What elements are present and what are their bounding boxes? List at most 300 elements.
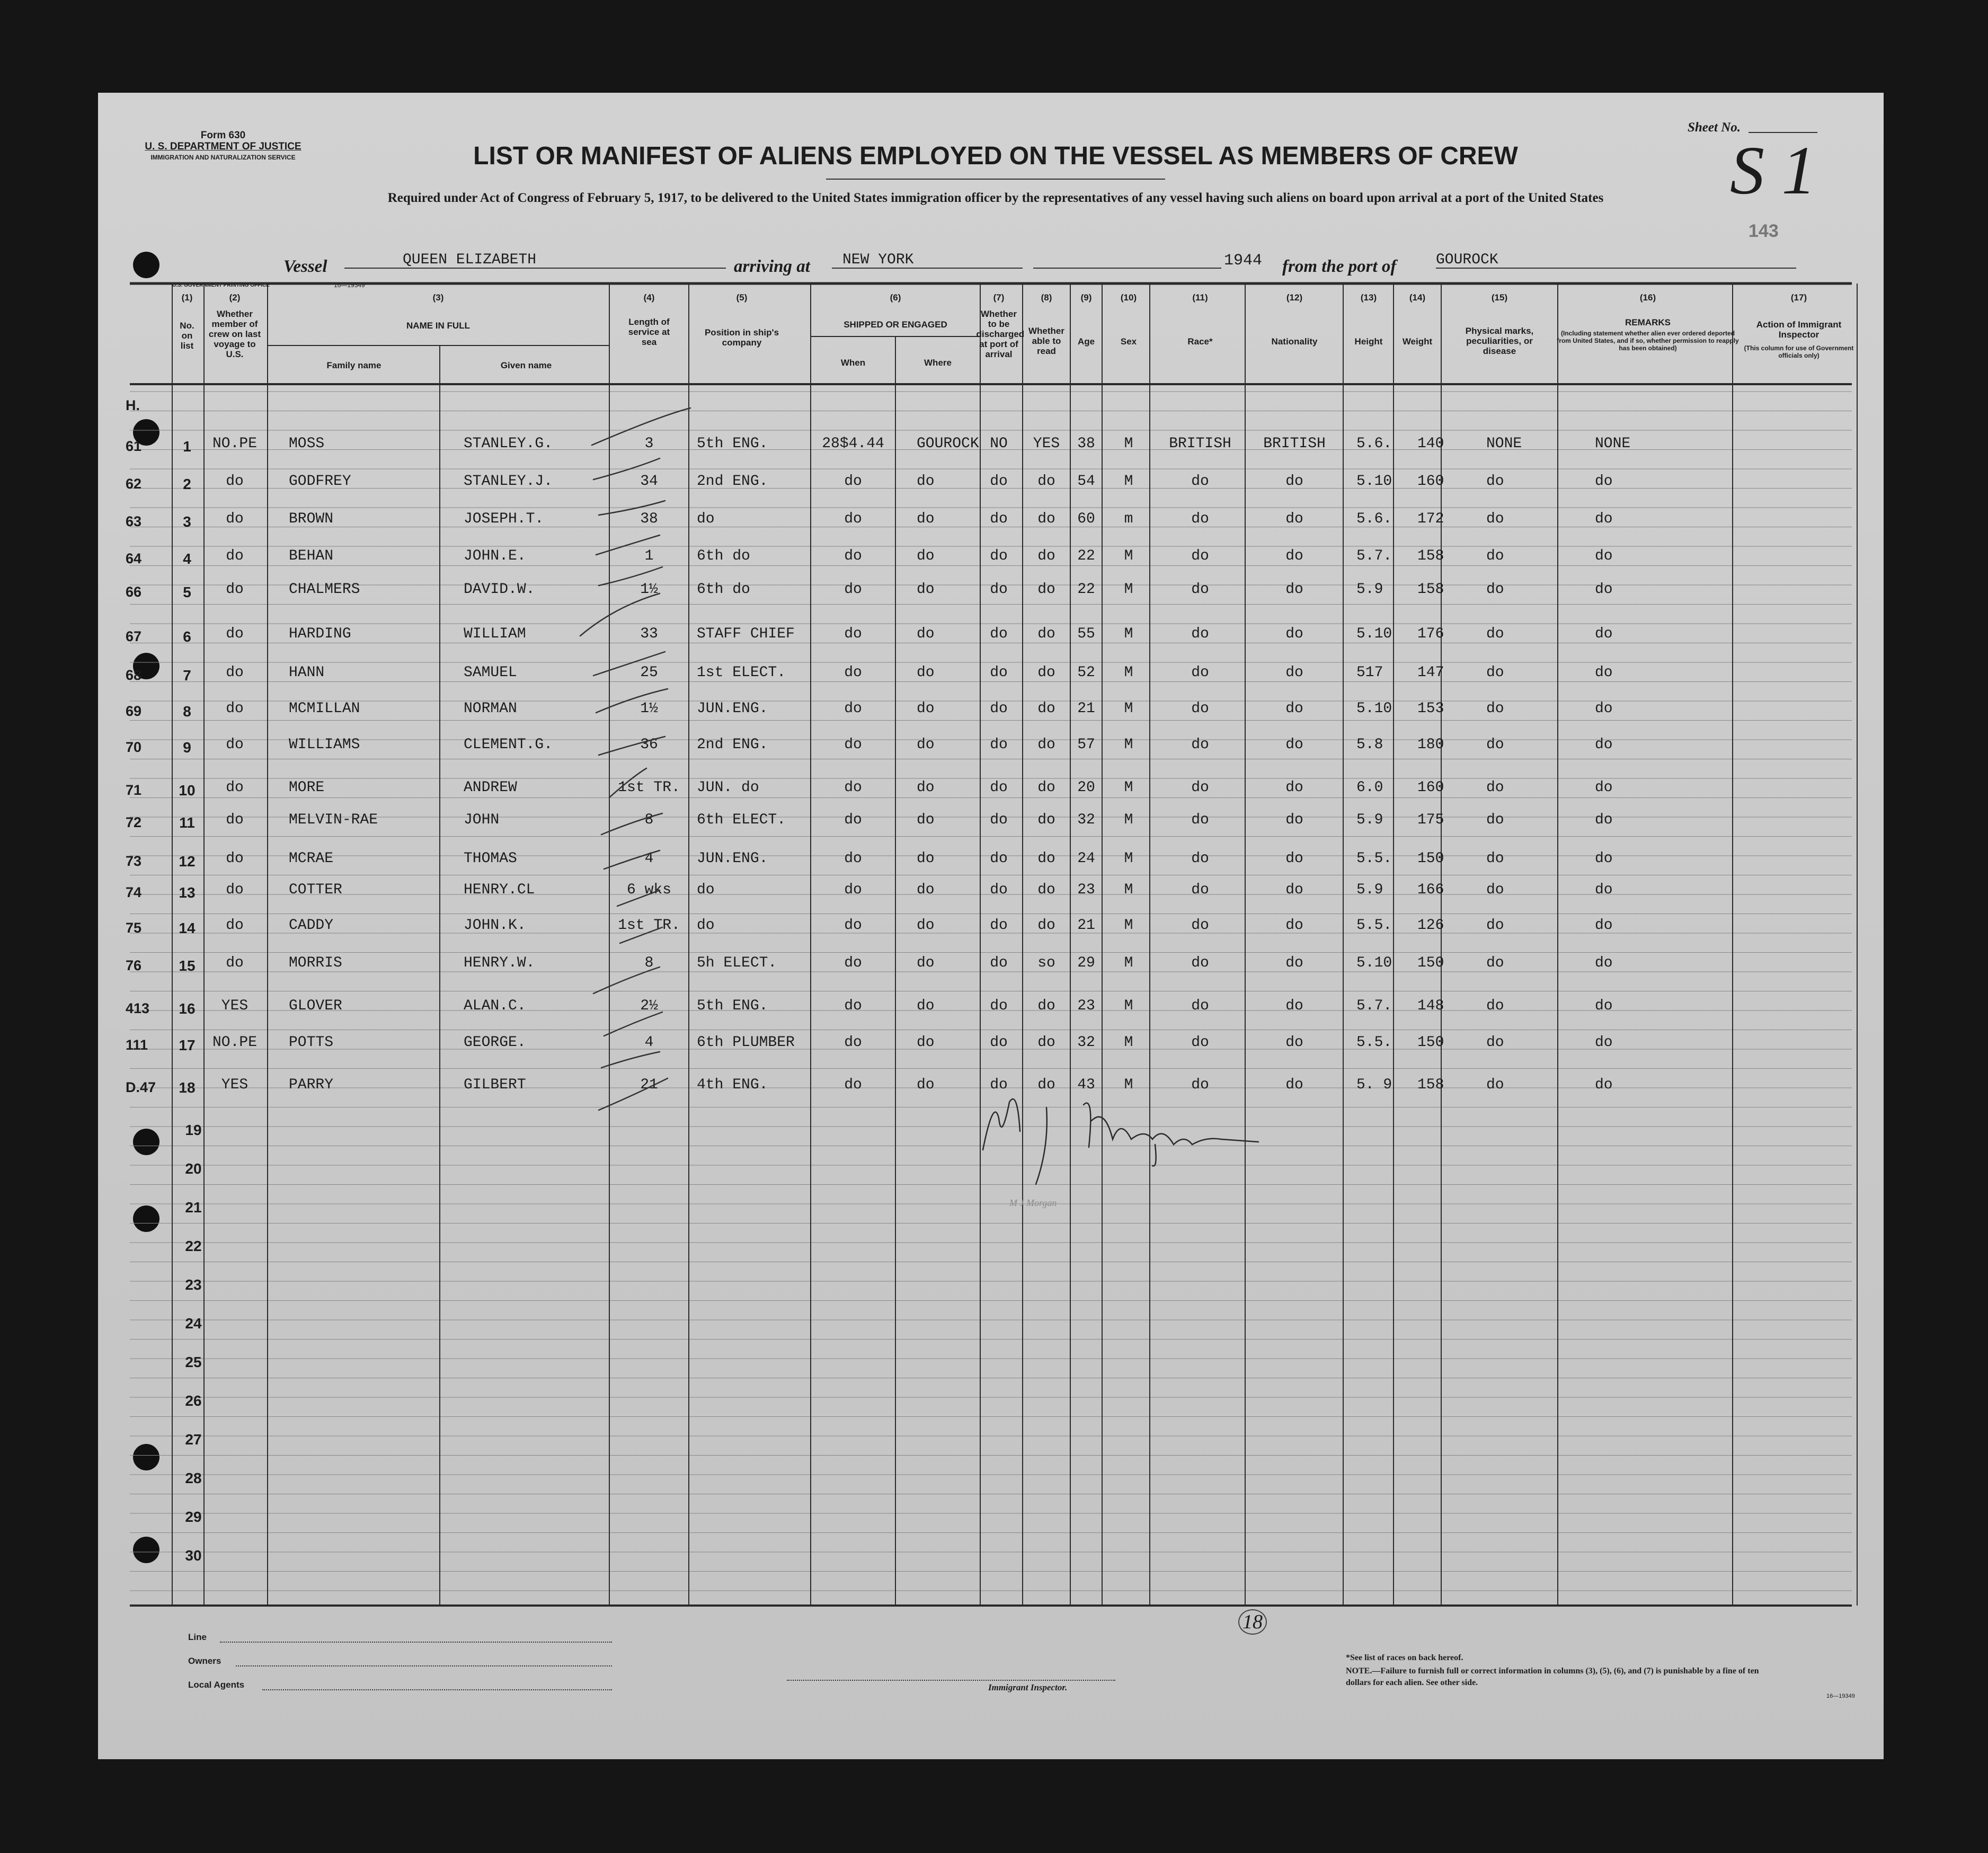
cell-physical: do	[1486, 737, 1504, 753]
column-number: (12)	[1286, 292, 1303, 303]
header-discharged: Whether to be discharged at port of arrival	[976, 309, 1025, 359]
voyage-year: 1944	[1224, 252, 1263, 270]
cell-given: ANDREW	[464, 779, 517, 796]
cell-physical: do	[1486, 701, 1504, 717]
cell-member: do	[226, 473, 244, 490]
cell-given: GEORGE.	[464, 1034, 526, 1051]
column-number: (6)	[890, 292, 901, 303]
cell-nationality: do	[1285, 664, 1303, 681]
cell-weight: 140	[1417, 436, 1444, 452]
cell-member: YES	[221, 1077, 248, 1093]
cell-where: do	[917, 779, 935, 796]
cell-remarks: do	[1595, 737, 1613, 753]
cell-remarks: do	[1595, 701, 1613, 717]
row-number: 3	[183, 513, 191, 530]
cell-where: do	[917, 548, 935, 564]
cell-age: 21	[1077, 701, 1095, 717]
margin-mark: 66	[126, 584, 142, 600]
departure-port: GOUROCK	[1436, 252, 1498, 268]
cell-position: 6th ELECT.	[697, 812, 786, 828]
header-margin-mark: H.	[126, 397, 140, 413]
cell-where: do	[917, 701, 935, 717]
cell-height: 5.8	[1356, 737, 1383, 753]
cell-discharged: do	[990, 511, 1008, 527]
cell-remarks: do	[1595, 626, 1613, 642]
column-number: (15)	[1491, 292, 1508, 303]
cell-weight: 150	[1417, 955, 1444, 971]
cell-when: do	[844, 917, 862, 934]
cell-given: THOMAS	[464, 850, 517, 867]
cell-discharged: do	[990, 955, 1008, 971]
cell-when: do	[844, 1034, 862, 1051]
cell-given: JOHN.E.	[464, 548, 526, 564]
cell-discharged: do	[990, 812, 1008, 828]
footer-page-mark: 18	[1238, 1609, 1267, 1635]
cell-member: do	[226, 917, 244, 934]
cell-read: do	[1037, 779, 1055, 796]
cell-family: HANN	[289, 664, 325, 681]
cell-sex: M	[1124, 737, 1133, 753]
margin-mark: 64	[126, 551, 142, 566]
from-port-label: from the port of	[1282, 257, 1397, 276]
cell-nationality: do	[1285, 548, 1303, 564]
cell-discharged: do	[990, 701, 1008, 717]
cell-length: 1	[644, 548, 654, 564]
header-age: Age	[1077, 336, 1095, 347]
cell-weight: 175	[1417, 812, 1444, 828]
header-race: Race*	[1187, 336, 1213, 347]
cell-weight: 176	[1417, 626, 1444, 642]
cell-where: do	[917, 473, 935, 490]
row-number: 8	[183, 703, 191, 720]
cell-age: 55	[1077, 626, 1095, 642]
footer-local-agents-label: Local Agents	[188, 1680, 245, 1690]
cell-sex: M	[1124, 955, 1133, 971]
cell-remarks: do	[1595, 882, 1613, 898]
cell-sex: m	[1124, 511, 1133, 527]
cell-position: 6th do	[697, 581, 750, 598]
cell-when: do	[844, 998, 862, 1014]
department-name: U. S. DEPARTMENT OF JUSTICE	[145, 141, 301, 152]
cell-physical: do	[1486, 1077, 1504, 1093]
cell-weight: 150	[1417, 850, 1444, 867]
header-given-name: Given name	[500, 360, 552, 370]
empty-row-number: 25	[185, 1354, 202, 1370]
cell-nationality: do	[1285, 701, 1303, 717]
empty-row-number: 30	[185, 1547, 202, 1564]
footer-inspector-label: Immigrant Inspector.	[988, 1682, 1068, 1692]
cell-length: 3	[644, 436, 654, 452]
cell-age: 23	[1077, 882, 1095, 898]
cell-length: 1½	[640, 701, 658, 717]
cell-height: 5. 9	[1356, 1077, 1392, 1093]
cell-height: 5.5.	[1356, 1034, 1392, 1051]
cell-physical: do	[1486, 473, 1504, 490]
cell-physical: do	[1486, 917, 1504, 934]
column-number: (11)	[1192, 292, 1208, 303]
cell-nationality: do	[1285, 737, 1303, 753]
column-number: (9)	[1080, 292, 1092, 303]
cell-sex: M	[1124, 664, 1133, 681]
cell-read: so	[1037, 955, 1055, 971]
cell-age: 20	[1077, 779, 1095, 796]
column-number: (14)	[1409, 292, 1426, 303]
cell-length: 21	[640, 1077, 658, 1093]
cell-race: do	[1191, 850, 1209, 867]
footer-owners-rule	[236, 1665, 612, 1666]
header-physical-marks: Physical marks, peculiarities, or disease	[1465, 326, 1534, 356]
cell-height: 5.10	[1356, 626, 1392, 642]
header-crew-member: Whether member of crew on last voyage to U.S.	[208, 309, 261, 359]
cell-age: 24	[1077, 850, 1095, 867]
empty-row-number: 27	[185, 1431, 202, 1448]
cell-given: JOSEPH.T.	[464, 511, 544, 527]
column-number: (8)	[1041, 292, 1052, 303]
cell-family: WILLIAMS	[289, 737, 360, 753]
cell-member: do	[226, 737, 244, 753]
cell-member: do	[226, 511, 244, 527]
cell-sex: M	[1124, 850, 1133, 867]
cell-given: HENRY.CL	[464, 882, 535, 898]
printing-office: U.S. GOVERNMENT PRINTING OFFICE	[172, 282, 270, 288]
cell-family: BEHAN	[289, 548, 334, 564]
empty-row-number: 24	[185, 1315, 202, 1332]
cell-length: 33	[640, 626, 658, 642]
cell-physical: do	[1486, 955, 1504, 971]
cell-nationality: do	[1285, 473, 1303, 490]
cell-physical: do	[1486, 812, 1504, 828]
cell-where: GOUROCK	[917, 436, 979, 452]
cell-age: 54	[1077, 473, 1095, 490]
cell-position: 2nd ENG.	[697, 473, 768, 490]
cell-height: 6.0	[1356, 779, 1383, 796]
margin-mark: 72	[126, 814, 142, 830]
cell-physical: do	[1486, 511, 1504, 527]
cell-physical: do	[1486, 548, 1504, 564]
cell-given: GILBERT	[464, 1077, 526, 1093]
cell-physical: NONE	[1486, 436, 1522, 452]
cell-discharged: do	[990, 737, 1008, 753]
cell-sex: M	[1124, 1034, 1133, 1051]
margin-mark: 73	[126, 853, 142, 869]
print-code: 16—19349	[334, 281, 365, 289]
cell-length: 1½	[640, 581, 658, 598]
cell-read: YES	[1033, 436, 1060, 452]
cell-remarks: do	[1595, 779, 1613, 796]
cell-remarks: do	[1595, 955, 1613, 971]
cell-position: do	[697, 511, 715, 527]
stamp-number: 143	[1749, 221, 1779, 241]
cell-when: do	[844, 850, 862, 867]
footer-owners-label: Owners	[188, 1656, 221, 1666]
margin-mark: 74	[126, 884, 142, 900]
cell-length: 34	[640, 473, 658, 490]
manifest-sheet	[98, 93, 1884, 1759]
header-length-of-service: Length of service at sea	[628, 317, 670, 347]
form-number: Form 630	[200, 130, 246, 141]
cell-read: do	[1037, 737, 1055, 753]
cell-remarks: do	[1595, 917, 1613, 934]
header-no-on-list: No. on list	[180, 321, 194, 351]
cell-nationality: do	[1285, 626, 1303, 642]
cell-nationality: do	[1285, 998, 1303, 1014]
vessel-label: Vessel	[283, 257, 327, 276]
cell-family: GODFREY	[289, 473, 351, 490]
header-family-name: Family name	[326, 360, 381, 370]
cell-race: do	[1191, 664, 1209, 681]
cell-sex: M	[1124, 812, 1133, 828]
cell-remarks: do	[1595, 664, 1613, 681]
cell-read: do	[1037, 473, 1055, 490]
cell-family: PARRY	[289, 1077, 334, 1093]
sheet-number-handwritten: S 1	[1730, 132, 1816, 209]
cell-race: do	[1191, 511, 1209, 527]
cell-when: do	[844, 626, 862, 642]
column-number: (2)	[229, 292, 241, 303]
cell-given: STANLEY.J.	[464, 473, 553, 490]
cell-remarks: do	[1595, 812, 1613, 828]
cell-length: 38	[640, 511, 658, 527]
cell-where: do	[917, 812, 935, 828]
cell-family: MORE	[289, 779, 325, 796]
cell-where: do	[917, 1034, 935, 1051]
cell-position: 2nd ENG.	[697, 737, 768, 753]
column-number: (7)	[993, 292, 1005, 303]
column-number: (1)	[181, 292, 193, 303]
cell-where: do	[917, 955, 935, 971]
cell-height: 5.6.	[1356, 436, 1392, 452]
cell-nationality: do	[1285, 581, 1303, 598]
cell-discharged: do	[990, 1034, 1008, 1051]
cell-physical: do	[1486, 664, 1504, 681]
header-where: Where	[924, 358, 952, 368]
cell-given: NORMAN	[464, 701, 517, 717]
cell-when: do	[844, 548, 862, 564]
row-number: 13	[179, 884, 196, 901]
margin-mark: 68	[126, 667, 142, 683]
cell-age: 29	[1077, 955, 1095, 971]
footer-agents-rule	[262, 1689, 612, 1690]
cell-family: MCMILLAN	[289, 701, 360, 717]
empty-row-number: 20	[185, 1160, 202, 1177]
header-height: Height	[1354, 336, 1383, 347]
margin-mark: 71	[126, 782, 142, 798]
cell-read: do	[1037, 812, 1055, 828]
cell-given: SAMUEL	[464, 664, 517, 681]
cell-position: 6th PLUMBER	[697, 1034, 795, 1051]
cell-height: 5.5.	[1356, 850, 1392, 867]
header-action: Action of Immigrant Inspector	[1756, 320, 1842, 340]
cell-remarks: do	[1595, 998, 1613, 1014]
row-number: 4	[183, 551, 191, 567]
cell-weight: 158	[1417, 1077, 1444, 1093]
column-number: (17)	[1790, 292, 1807, 303]
cell-length: 1st TR.	[618, 779, 680, 796]
cell-weight: 160	[1417, 473, 1444, 490]
cell-weight: 147	[1417, 664, 1444, 681]
cell-weight: 166	[1417, 882, 1444, 898]
cell-member: YES	[221, 998, 248, 1014]
cell-remarks: do	[1595, 1077, 1613, 1093]
cell-read: do	[1037, 1077, 1055, 1093]
cell-race: do	[1191, 955, 1209, 971]
cell-length: 8	[644, 812, 654, 828]
cell-read: do	[1037, 701, 1055, 717]
cell-when: do	[844, 812, 862, 828]
row-number: 5	[183, 584, 191, 600]
column-number: (10)	[1120, 292, 1137, 303]
row-number: 16	[179, 1000, 196, 1017]
column-number: (4)	[643, 292, 655, 303]
cell-length: 36	[640, 737, 658, 753]
margin-mark: 67	[126, 628, 142, 644]
cell-member: NO.PE	[212, 436, 258, 452]
cell-nationality: do	[1285, 1034, 1303, 1051]
cell-where: do	[917, 882, 935, 898]
page-subtitle: Required under Act of Congress of February 5, 1917, to be delivered to the United States immigration officer by the representatives of any vessel having such aliens on board upon arrival at a port of the United States	[387, 191, 1604, 205]
cell-where: do	[917, 626, 935, 642]
cell-age: 57	[1077, 737, 1095, 753]
cell-where: do	[917, 1077, 935, 1093]
header-able-to-read: Whether able to read	[1028, 326, 1064, 356]
cell-discharged: do	[990, 626, 1008, 642]
cell-read: do	[1037, 511, 1055, 527]
arrival-port: NEW YORK	[842, 252, 914, 268]
row-number: 1	[183, 438, 191, 455]
column-number: (5)	[736, 292, 748, 303]
cell-position: 5th ENG.	[697, 436, 768, 452]
cell-discharged: do	[990, 664, 1008, 681]
cell-nationality: do	[1285, 812, 1303, 828]
row-number: 10	[179, 782, 196, 799]
row-number: 14	[179, 920, 196, 936]
footer-print-code: 16—19349	[1826, 1693, 1855, 1699]
cell-race: do	[1191, 626, 1209, 642]
cell-position: 1st ELECT.	[697, 664, 786, 681]
cell-sex: M	[1124, 626, 1133, 642]
cell-height: 5.10	[1356, 701, 1392, 717]
cell-height: 5.9	[1356, 812, 1383, 828]
margin-mark: D.47	[126, 1079, 156, 1095]
cell-length: 8	[644, 955, 654, 971]
cell-when: do	[844, 779, 862, 796]
cell-nationality: do	[1285, 1077, 1303, 1093]
cell-physical: do	[1486, 581, 1504, 598]
cell-height: 5.6.	[1356, 511, 1392, 527]
cell-discharged: do	[990, 1077, 1008, 1093]
cell-given: HENRY.W.	[464, 955, 535, 971]
cell-physical: do	[1486, 779, 1504, 796]
cell-discharged: do	[990, 917, 1008, 934]
cell-nationality: BRITISH	[1263, 436, 1326, 452]
cell-when: do	[844, 511, 862, 527]
cell-sex: M	[1124, 917, 1133, 934]
column-number: (13)	[1360, 292, 1377, 303]
cell-member: do	[226, 664, 244, 681]
service-name: IMMIGRATION AND NATURALIZATION SERVICE	[150, 154, 296, 161]
cell-family: MOSS	[289, 436, 325, 452]
margin-mark: 62	[126, 476, 142, 492]
cell-where: do	[917, 737, 935, 753]
cell-age: 22	[1077, 581, 1095, 598]
cell-weight: 158	[1417, 548, 1444, 564]
cell-length: 25	[640, 664, 658, 681]
cell-read: do	[1037, 626, 1055, 642]
inspector-signature: M J Morgan	[1009, 1198, 1057, 1208]
cell-sex: M	[1124, 581, 1133, 598]
margin-mark: 76	[126, 957, 142, 973]
cell-sex: M	[1124, 436, 1133, 452]
cell-member: do	[226, 812, 244, 828]
header-remarks: REMARKS	[1625, 317, 1671, 327]
cell-physical: do	[1486, 1034, 1504, 1051]
header-name-in-full: NAME IN FULL	[406, 321, 470, 331]
cell-member: do	[226, 581, 244, 598]
cell-member: do	[226, 850, 244, 867]
header-action-note: (This column for use of Government officials only)	[1744, 344, 1854, 359]
row-number: 12	[179, 853, 196, 870]
cell-position: 6th do	[697, 548, 750, 564]
cell-sex: M	[1124, 1077, 1133, 1093]
cell-race: do	[1191, 701, 1209, 717]
cell-position: do	[697, 882, 715, 898]
footer-line-rule	[220, 1642, 612, 1643]
empty-row-number: 22	[185, 1238, 202, 1254]
cell-position: 5h ELECT.	[697, 955, 777, 971]
cell-when: do	[844, 473, 862, 490]
cell-physical: do	[1486, 850, 1504, 867]
cell-discharged: do	[990, 850, 1008, 867]
footer-penalty-note: NOTE.—Failure to furnish full or correct information in columns (3), (5), (6), and (7) is punishable by a fine of ten dollars for each alien. See other side.	[1346, 1666, 1759, 1687]
vessel-name: QUEEN ELIZABETH	[403, 252, 537, 268]
cell-age: 60	[1077, 511, 1095, 527]
cell-race: do	[1191, 882, 1209, 898]
cell-nationality: do	[1285, 779, 1303, 796]
cell-discharged: NO	[990, 436, 1008, 452]
cell-weight: 158	[1417, 581, 1444, 598]
cell-weight: 150	[1417, 1034, 1444, 1051]
cell-position: 5th ENG.	[697, 998, 768, 1014]
cell-read: do	[1037, 664, 1055, 681]
cell-discharged: do	[990, 473, 1008, 490]
cell-physical: do	[1486, 626, 1504, 642]
header-nationality: Nationality	[1271, 336, 1318, 347]
cell-age: 32	[1077, 1034, 1095, 1051]
cell-read: do	[1037, 548, 1055, 564]
cell-length: 4	[644, 850, 654, 867]
row-number: 15	[179, 957, 196, 974]
cell-height: 5.7.	[1356, 548, 1392, 564]
cell-sex: M	[1124, 779, 1133, 796]
cell-member: do	[226, 779, 244, 796]
cell-remarks: do	[1595, 511, 1613, 527]
inspector-signature-scrawl	[98, 93, 1884, 1759]
cell-race: BRITISH	[1169, 436, 1231, 452]
cell-member: do	[226, 548, 244, 564]
margin-mark: 69	[126, 703, 142, 719]
cell-height: 5.9	[1356, 581, 1383, 598]
sheet-number-label: Sheet No.	[1688, 120, 1741, 135]
cell-age: 52	[1077, 664, 1095, 681]
margin-mark: 70	[126, 739, 142, 755]
cell-remarks: do	[1595, 473, 1613, 490]
row-number: 2	[183, 476, 191, 492]
cell-race: do	[1191, 917, 1209, 934]
cell-when: do	[844, 1077, 862, 1093]
cell-race: do	[1191, 737, 1209, 753]
cell-family: MELVIN-RAE	[289, 812, 378, 828]
cell-family: HARDING	[289, 626, 351, 642]
